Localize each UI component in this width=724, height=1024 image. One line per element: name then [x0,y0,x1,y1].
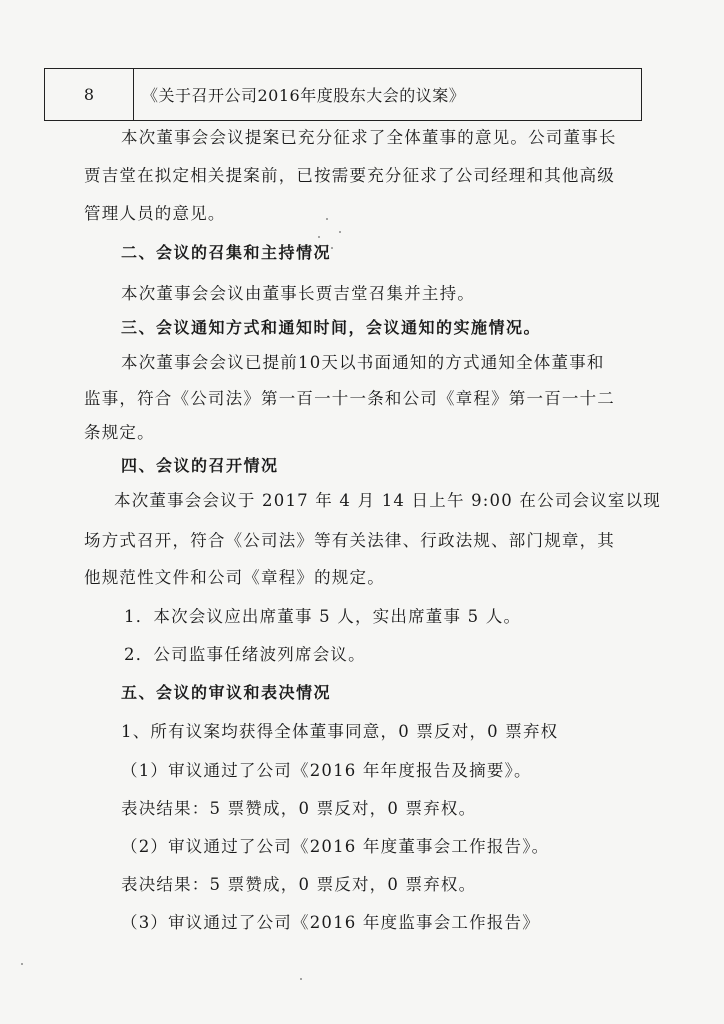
section-heading: 四、会议的召开情况 [121,456,279,475]
resolution-item: （1）审议通过了公司《2016 年年度报告及摘要》。 [121,761,532,780]
scan-speck [21,963,23,965]
paragraph-line: 场方式召开，符合《公司法》等有关法律、行政法规、部门规章，其 [84,531,615,550]
list-item: 1．本次会议应出席董事 5 人，实出席董事 5 人。 [124,607,522,626]
resolution-item: （2）审议通过了公司《2016 年度董事会工作报告》。 [121,837,550,856]
agenda-item-number: 8 [45,69,134,120]
list-item: 2．公司监事任绪波列席会议。 [124,645,366,664]
vote-result: 表决结果：5 票赞成，0 票反对，0 票弃权。 [121,875,477,894]
scan-speck [318,236,320,238]
paragraph-line: 本次董事会会议已提前10天以书面通知的方式通知全体董事和 [121,353,605,372]
section-heading: 五、会议的审议和表决情况 [121,683,332,702]
scan-speck [326,218,328,220]
paragraph-line: 本次董事会会议于 2017 年 4 月 14 日上午 9:00 在公司会议室以现 [114,491,661,510]
paragraph-line: 本次董事会会议提案已充分征求了全体董事的意见。公司董事长 [121,128,617,147]
section-heading: 三、会议通知方式和通知时间，会议通知的实施情况。 [121,318,542,337]
scan-speck [339,231,341,233]
agenda-table-row [44,68,642,121]
paragraph-line: 本次董事会会议由董事长贾吉堂召集并主持。 [121,284,475,303]
paragraph-line: 他规范性文件和公司《章程》的规定。 [84,568,385,587]
agenda-item-title: 《关于召开公司2016年度股东大会的议案》 [142,86,466,105]
paragraph-line: 管理人员的意见。 [84,204,226,223]
paragraph-line: 监事，符合《公司法》第一百一十一条和公司《章程》第一百一十二 [84,389,615,408]
vote-result: 表决结果：5 票赞成，0 票反对，0 票弃权。 [121,799,477,818]
paragraph-line: 贾吉堂在拟定相关提案前，已按需要充分征求了公司经理和其他高级 [84,166,615,185]
section-heading: 二、会议的召集和主持情况 [121,243,332,262]
paragraph-line: 1、所有议案均获得全体董事同意，0 票反对，0 票弃权 [121,722,559,741]
resolution-item: （3）审议通过了公司《2016 年度监事会工作报告》 [121,913,540,932]
scan-speck [331,247,333,249]
scan-speck [300,978,302,980]
paragraph-line: 条规定。 [84,423,155,442]
